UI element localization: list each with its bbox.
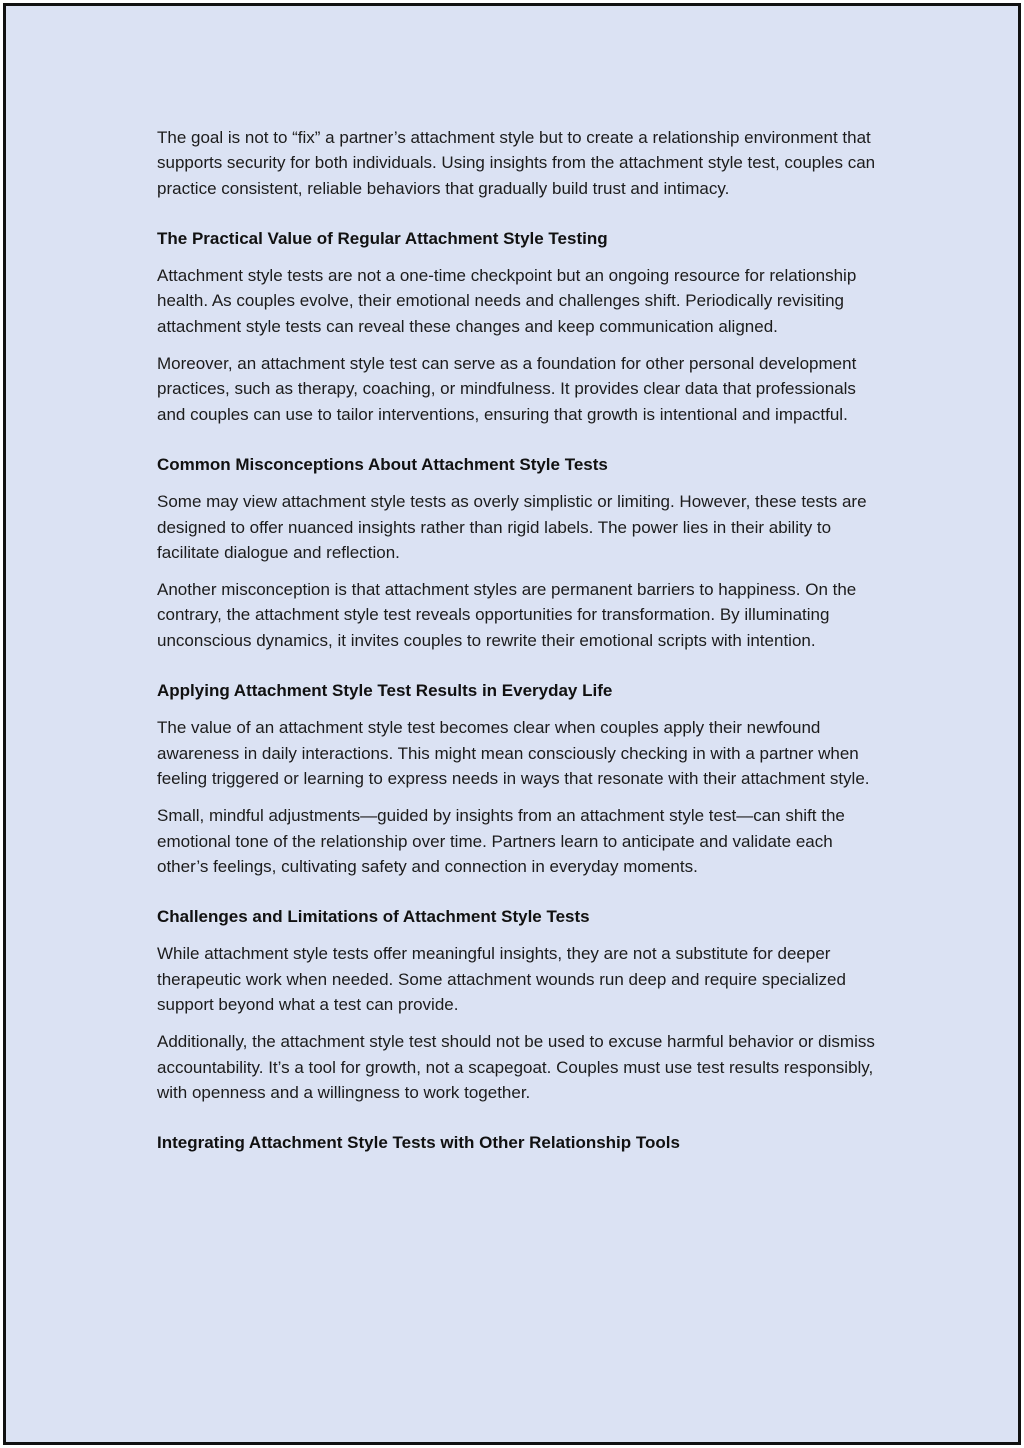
section-paragraph: Another misconception is that attachment styles are permanent barriers to happiness. On the contrary, the attachment style test reveals opportunities for transformation. By illuminating unconscious dynamics, it invites couples to rewrite their emotional scripts with intention. xyxy=(157,580,857,650)
section-paragraph: The value of an attachment style test becomes clear when couples apply their newfound awareness in daily interactions. This might mean consciously checking in with a partner when feeling triggered or learning to express needs in ways that resonate with their attachment style. xyxy=(157,718,870,788)
section-paragraph: Some may view attachment style tests as overly simplistic or limiting. However, these tests are designed to offer nuanced insights rather than rigid labels. The power lies in their ability to facilitate dialogue and reflection. xyxy=(157,492,867,562)
section-heading-misconceptions: Common Misconceptions About Attachment Style Tests xyxy=(157,454,608,474)
section-paragraph: Small, mindful adjustments—guided by insights from an attachment style test—can shift the emotional tone of the relationship over time. Partners learn to anticipate and validate each other’s feelings, cultivating safety and connection in everyday moments. xyxy=(157,806,845,876)
document-body xyxy=(157,125,887,1168)
section-paragraph: Moreover, an attachment style test can serve as a foundation for other personal development practices, such as therapy, coaching, or mindfulness. It provides clear data that professionals and couples can use to tailor interventions, ensuring that growth is intentional and impactful. xyxy=(157,354,857,424)
document-page xyxy=(3,3,1021,1445)
section-heading-integrating-tools: Integrating Attachment Style Tests with Other Relationship Tools xyxy=(157,1133,680,1153)
section-heading-challenges: Challenges and Limitations of Attachment Style Tests xyxy=(157,907,590,927)
section-paragraph: Attachment style tests are not a one-time checkpoint but an ongoing resource for relationship health. As couples evolve, their emotional needs and challenges shift. Periodically revisiting attachment style tests can reveal these changes and keep communication aligned. xyxy=(157,266,857,336)
section-paragraph: Additionally, the attachment style test should not be used to excuse harmful behavior or dismiss accountability. It’s a tool for growth, not a scapegoat. Couples must use test results responsibly, with openness and a willingness to work together. xyxy=(157,1032,875,1102)
section-heading-practical-value: The Practical Value of Regular Attachment Style Testing xyxy=(157,228,608,248)
intro-paragraph: The goal is not to “fix” a partner’s attachment style but to create a relationship environment that supports security for both individuals. Using insights from the attachment style test, couples can practice consistent, reliable behaviors that gradually build trust and intimacy. xyxy=(157,128,876,198)
section-paragraph: While attachment style tests offer meaningful insights, they are not a substitute for deeper therapeutic work when needed. Some attachment wounds run deep and require specialized support beyond what a test can provide. xyxy=(157,944,846,1015)
section-heading-everyday-life: Applying Attachment Style Test Results in Everyday Life xyxy=(157,681,613,701)
